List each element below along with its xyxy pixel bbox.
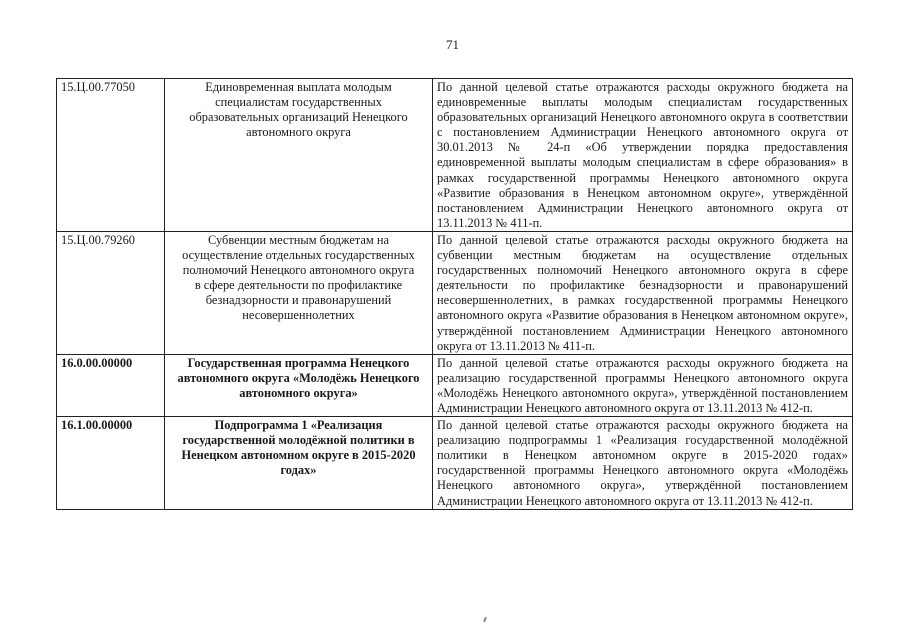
target-article-code: 16.1.00.00000 bbox=[57, 417, 165, 510]
budget-classification-table bbox=[56, 78, 853, 510]
table-row bbox=[57, 79, 853, 232]
table-row bbox=[57, 417, 853, 510]
target-article-code: 15.Ц.00.79260 bbox=[57, 231, 165, 354]
table-row bbox=[57, 354, 853, 416]
target-article-code: 15.Ц.00.77050 bbox=[57, 79, 165, 232]
target-article-name bbox=[165, 417, 433, 510]
target-article-name-text: Государственная программа Ненецкого автономного округа «Молодёжь Ненецкого автономного округа» bbox=[177, 355, 420, 400]
target-article-name-text: Субвенции местным бюджетам на осуществление отдельных государственных полномочий Ненецкого автономного округа в сфере деятельности по профилактике безнадзорности и правонарушений несовершеннолетних bbox=[182, 232, 415, 323]
target-article-description: По данной целевой статье отражаются расходы окружного бюджета на субвенции местным бюджетам на осуществление отдельных государственных полномочий Ненецкого автономного округа в сфере деятельности по профилактике безнадзорности и правонарушений несовершеннолетних, в рамках государственной программы Ненецкого автономного округа «Развитие образования в Ненецком автономном округе», утверждённой постановлением Администрации Ненецкого автономного округа от 13.11.2013 № 411-п. bbox=[433, 231, 853, 354]
target-article-description: По данной целевой статье отражаются расходы окружного бюджета на единовременные выплаты молодым специалистам государственных образовательных организаций Ненецкого автономного округа в соответствии с постановлением Администрации Ненецкого автономного округа от 30.01.2013 № 24-п «Об утверждении порядка предоставления единовременной выплаты молодым специалистам в сфере образования» в рамках государственной программы Ненецкого автономного округа «Развитие образования в Ненецком автономном округе», утверждённой постановлением Администрации Ненецкого автономного округа от 13.11.2013 № 411-п. bbox=[433, 79, 853, 232]
target-article-description: По данной целевой статье отражаются расходы окружного бюджета на реализацию государственной программы Ненецкого автономного округа «Молодёжь Ненецкого автономного округа», утверждённой постановлением Администрации Ненецкого автономного округа от 13.11.2013 № 412-п. bbox=[433, 354, 853, 416]
target-article-name bbox=[165, 79, 433, 232]
table-row bbox=[57, 231, 853, 354]
target-article-code: 16.0.00.00000 bbox=[57, 354, 165, 416]
target-article-description: По данной целевой статье отражаются расходы окружного бюджета на реализацию подпрограммы 1 «Реализация государственной молодёжной политики в Ненецком автономном округе в 2015-2020 годах» государственной программы Ненецкого автономного округа «Молодёжь Ненецкого автономного округа», утверждённой постановлением Администрации Ненецкого автономного округа от 13.11.2013 № 412-п. bbox=[433, 417, 853, 510]
scan-speck bbox=[483, 617, 487, 622]
target-article-name-text: Единовременная выплата молодым специалистам государственных образовательных организаций Ненецкого автономного округа bbox=[189, 80, 408, 140]
target-article-name-text: Подпрограмма 1 «Реализация государственной молодёжной политики в Ненецком автономном округе в 2015-2020 годах» bbox=[181, 418, 416, 478]
target-article-name bbox=[165, 231, 433, 354]
target-article-name bbox=[165, 354, 433, 416]
page-number: 71 bbox=[446, 37, 459, 52]
